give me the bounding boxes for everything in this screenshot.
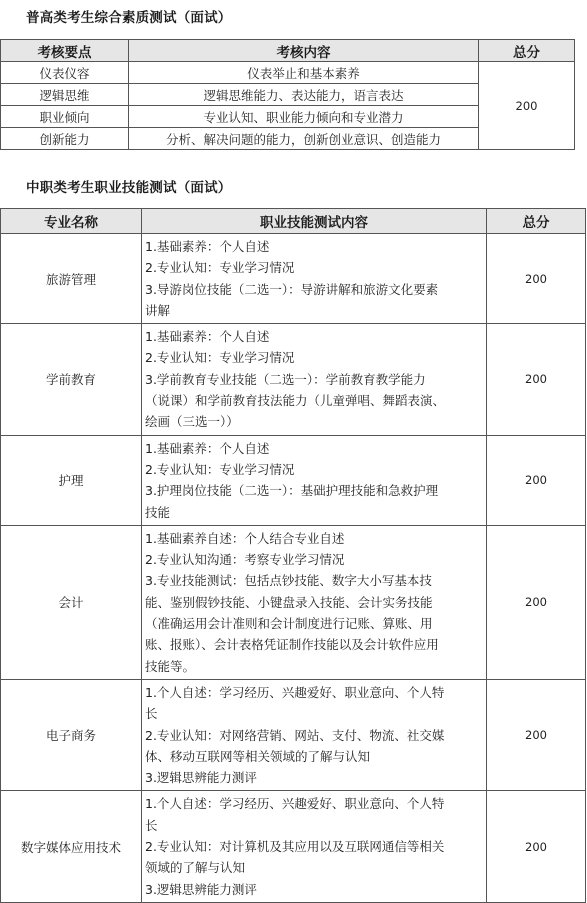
content-line: 长 bbox=[145, 817, 158, 833]
criteria-content: 仪表举止和基本素养 bbox=[129, 62, 479, 84]
content-line: 2.专业认知沟通：考察专业学习情况 bbox=[145, 552, 345, 568]
skills-test-table bbox=[0, 208, 586, 903]
criteria-content: 专业认知、职业能力倾向和专业潜力 bbox=[129, 106, 479, 128]
column-header: 考核要点 bbox=[1, 40, 129, 62]
test-content bbox=[142, 791, 487, 902]
test-content bbox=[142, 234, 487, 324]
content-line: 3.逻辑思辨能力测评 bbox=[145, 881, 257, 897]
major-name: 护理 bbox=[1, 435, 142, 525]
test-content bbox=[142, 435, 487, 525]
content-line: 账、报账）、会计表格凭证制作技能以及会计软件应用 bbox=[145, 637, 439, 653]
total-score: 200 bbox=[487, 791, 586, 902]
total-score: 200 bbox=[487, 234, 586, 324]
content-line: 2.专业认知：对计算机及其应用以及互联网通信等相关 bbox=[145, 839, 445, 855]
total-score: 200 bbox=[487, 324, 586, 435]
major-name: 学前教育 bbox=[1, 324, 142, 435]
total-score: 200 bbox=[487, 435, 586, 525]
content-line: 2.专业认知：专业学习情况 bbox=[145, 350, 295, 366]
section2-title: 中职类考生职业技能测试（面试） bbox=[26, 180, 232, 196]
major-name: 电子商务 bbox=[1, 679, 142, 790]
section1-title: 普高类考生综合素质测试（面试） bbox=[26, 10, 232, 26]
table-row bbox=[1, 324, 586, 435]
content-line: （准确运用会计准则和会计制度进行记账、算账、用 bbox=[145, 616, 433, 632]
criteria-content: 逻辑思维能力、表达能力，语言表达 bbox=[129, 84, 479, 106]
test-content bbox=[142, 679, 487, 790]
content-line: 技能等。 bbox=[145, 658, 196, 674]
content-line: 1.基础素养：个人自述 bbox=[145, 440, 270, 456]
content-line: 3.护理岗位技能（二选一）：基础护理技能和急救护理 bbox=[145, 483, 439, 499]
major-name: 旅游管理 bbox=[1, 234, 142, 324]
table-row bbox=[1, 525, 586, 679]
column-header: 专业名称 bbox=[1, 209, 142, 234]
content-line: 3.导游岗位技能（二选一）：导游讲解和旅游文化要素 bbox=[145, 281, 439, 297]
table-header-row bbox=[1, 209, 586, 234]
total-score: 200 bbox=[487, 525, 586, 679]
column-header: 总分 bbox=[479, 40, 575, 62]
table-row bbox=[1, 791, 586, 902]
content-line: 1.个人自述：学习经历、兴趣爱好、职业意向、个人特 bbox=[145, 684, 445, 700]
content-line: 长 bbox=[145, 706, 158, 722]
column-header: 考核内容 bbox=[129, 40, 479, 62]
content-line: 3.学前教育专业技能（二选一）：学前教育教学能力 bbox=[145, 371, 426, 387]
table-header-row bbox=[1, 40, 575, 62]
criteria-point: 创新能力 bbox=[1, 128, 129, 150]
criteria-content: 分析、解决问题的能力，创新创业意识、创造能力 bbox=[129, 128, 479, 150]
total-score: 200 bbox=[479, 62, 575, 150]
column-header: 总分 bbox=[487, 209, 586, 234]
table-row bbox=[1, 234, 586, 324]
content-line: 体、移动互联网等相关领域的了解与认知 bbox=[145, 748, 371, 764]
criteria-point: 逻辑思维 bbox=[1, 84, 129, 106]
content-line: 技能 bbox=[145, 504, 171, 520]
content-line: 能、鉴别假钞技能、小键盘录入技能、会计实务技能 bbox=[145, 594, 433, 610]
content-line: 3.逻辑思辨能力测评 bbox=[145, 770, 257, 786]
content-line: 讲解 bbox=[145, 302, 171, 318]
test-content bbox=[142, 525, 487, 679]
content-line: 2.专业认知：专业学习情况 bbox=[145, 461, 295, 477]
content-line: 3.专业技能测试：包括点钞技能、数字大小写基本技 bbox=[145, 573, 432, 589]
content-line: 2.专业认知：专业学习情况 bbox=[145, 260, 295, 276]
content-line: 1.基础素养：个人自述 bbox=[145, 329, 270, 345]
table-row bbox=[1, 435, 586, 525]
total-score: 200 bbox=[487, 679, 586, 790]
content-line: 领域的了解与认知 bbox=[145, 860, 246, 876]
content-line: 2.专业认知：对网络营销、网站、支付、物流、社交媒 bbox=[145, 727, 445, 743]
table-row bbox=[1, 62, 575, 84]
major-name: 数字媒体应用技术 bbox=[1, 791, 142, 902]
major-name: 会计 bbox=[1, 525, 142, 679]
content-line: （说课）和学前教育技法能力（儿童弹唱、舞蹈表演、 bbox=[145, 393, 446, 409]
criteria-point: 职业倾向 bbox=[1, 106, 129, 128]
test-content bbox=[142, 324, 487, 435]
content-line: 绘画（三选一）） bbox=[145, 414, 239, 430]
content-line: 1.基础素养自述：个人结合专业自述 bbox=[145, 530, 345, 546]
interview-criteria-table bbox=[0, 39, 575, 150]
content-line: 1.个人自述：学习经历、兴趣爱好、职业意向、个人特 bbox=[145, 796, 445, 812]
criteria-point: 仪表仪容 bbox=[1, 62, 129, 84]
content-line: 1.基础素养：个人自述 bbox=[145, 239, 270, 254]
column-header: 职业技能测试内容 bbox=[142, 209, 487, 234]
table-row bbox=[1, 679, 586, 790]
